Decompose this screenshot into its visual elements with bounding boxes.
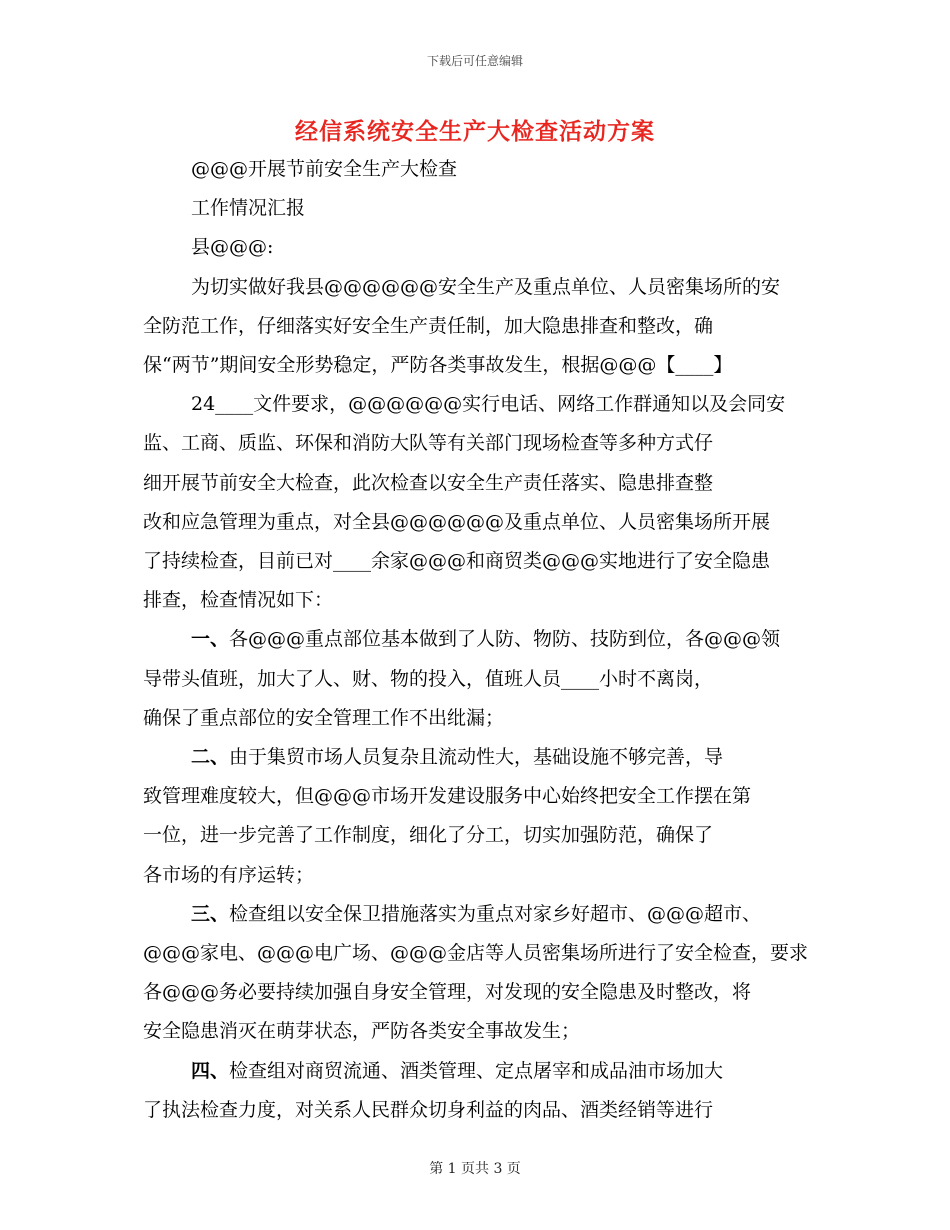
list-marker: 二、 (191, 746, 230, 769)
text-line (143, 620, 807, 659)
text-line: 改和应急管理为重点，对全县@@@@@@及重点单位、人员密集场所开展 (143, 510, 771, 533)
text-line: 细开展节前安全大检查，此次检查以安全生产责任落实、隐患排查整 (143, 471, 714, 494)
list-item-text: 检查组对商贸流通、酒类管理、定点屠宰和成品油市场加大 (229, 1059, 724, 1082)
text-line (143, 738, 807, 777)
page-footer: 第 1 页共 3 页 (429, 1161, 521, 1177)
text-line: 确保了重点部位的安全管理工作不出纰漏； (143, 706, 505, 729)
list-item-2 (143, 738, 807, 895)
text-line: 了持续检查，目前已对____余家@@@和商贸类@@@实地进行了安全隐患 (143, 550, 771, 573)
text-line: 全防范工作，仔细落实好安全生产责任制，加大隐患排查和整改，确 (143, 314, 714, 337)
report-heading-line-1: @@@开展节前安全生产大检查 (191, 158, 458, 180)
text-line: 一位，进一步完善了工作制度，细化了分工，切实加强防范，确保了 (143, 824, 714, 847)
paragraph-inspection (143, 385, 807, 620)
recipient-line: 县@@@: (191, 236, 274, 259)
list-marker: 三、 (191, 902, 230, 925)
text-line: 各@@@务必要持续加强自身安全管理，对发现的安全隐患及时整改，将 (143, 981, 752, 1004)
list-marker: 四、 (191, 1059, 230, 1082)
text-line: @@@家电、@@@电广场、@@@金店等人员密集场所进行了安全检查，要求 (143, 942, 809, 965)
text-line: 导带头值班，加大了人、财、物的投入，值班人员____小时不离岗， (143, 667, 714, 690)
list-item-1 (143, 620, 807, 738)
text-line: 安全隐患消灭在萌芽状态，严防各类安全事故发生； (143, 1020, 581, 1043)
text-line: 为切实做好我县@@@@@@安全生产及重点单位、人员密集场所的安 (191, 275, 781, 298)
text-line (143, 1052, 807, 1091)
document-body (143, 150, 807, 1130)
text-line: 了执法检查力度，对关系人民群众切身利益的肉品、酒类经销等进行 (143, 1098, 714, 1121)
paragraph-intro (143, 268, 807, 386)
list-item-text: 由于集贸市场人员复杂且流动性大，基础设施不够完善，导 (229, 746, 724, 769)
list-marker: 一、 (191, 628, 230, 651)
page-header-note: 下载后可任意编辑 (426, 54, 523, 68)
text-line: 致管理难度较大，但@@@市场开发建设服务中心始终把安全工作摆在第 (143, 785, 752, 808)
report-heading-line-2: 工作情况汇报 (191, 197, 306, 220)
list-item-4 (143, 1052, 807, 1130)
text-line: 监、工商、质监、环保和消防大队等有关部门现场检查等多种方式仔 (143, 432, 714, 455)
text-line (143, 895, 807, 934)
list-item-text: 各@@@重点部位基本做到了人防、物防、技防到位，各@@@领 (229, 628, 781, 651)
document-title: 经信系统安全生产大检查活动方案 (295, 119, 655, 145)
text-line: 各市场的有序运转； (143, 863, 315, 886)
list-item-text: 检查组以安全保卫措施落实为重点对家乡好超市、@@@超市、 (229, 902, 762, 925)
text-line: 24____文件要求，@@@@@@实行电话、网络工作群通知以及会同安 (191, 393, 786, 416)
text-line: 保“两节”期间安全形势稳定，严防各类事故发生，根据@@@【____】 (143, 354, 733, 377)
list-item-3 (143, 895, 807, 1052)
text-line: 排查，检查情况如下： (143, 589, 334, 612)
